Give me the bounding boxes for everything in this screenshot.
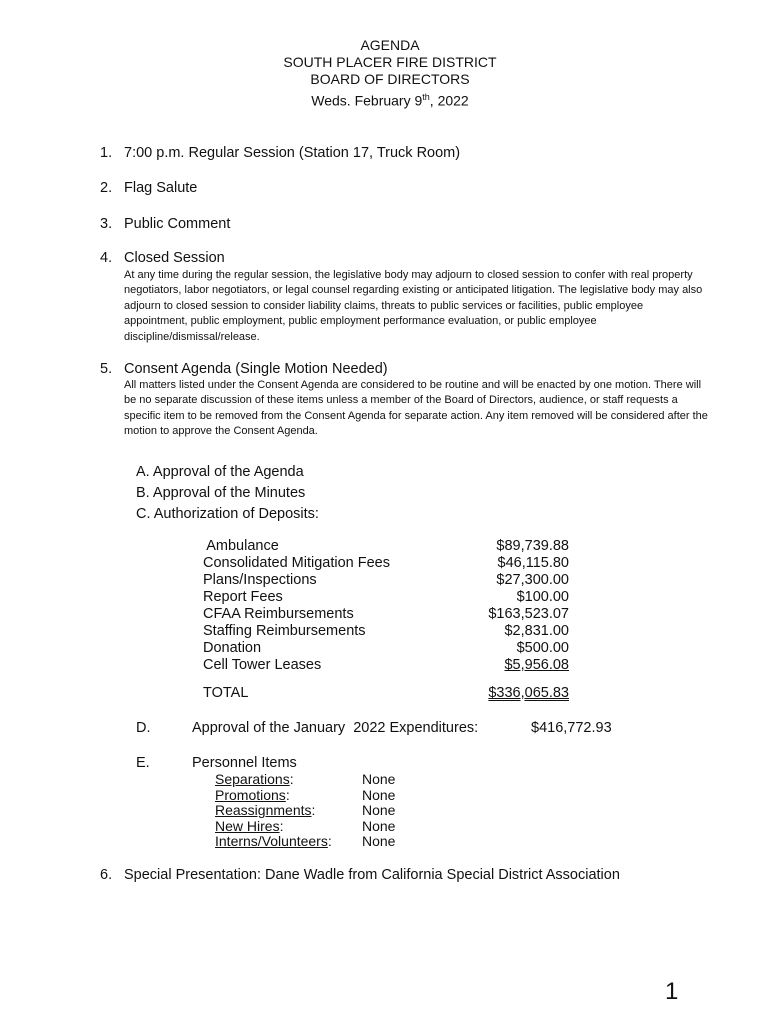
deposit-row: Donation $500.00: [203, 640, 569, 656]
item-number: 6.: [100, 867, 113, 883]
item-flag-salute: Flag Salute: [124, 180, 198, 196]
deposit-row: Plans/Inspections $27,300.00: [203, 572, 569, 588]
deposit-row: CFAA Reimbursements $163,523.07: [203, 606, 569, 622]
item-special-presentation: Special Presentation: Dane Wadle from California Special District Association: [124, 867, 620, 883]
expenditures-approval: Approval of the January 2022 Expenditures:: [192, 720, 479, 736]
agenda-title: AGENDA: [360, 37, 420, 53]
item-number: 5.: [100, 361, 113, 377]
item-number: 4.: [100, 250, 113, 266]
page-number: 1: [665, 978, 679, 1005]
deposits-table: [203, 538, 569, 702]
consent-agenda-description: All matters listed under the Consent Agenda are considered to be routine and will be enacted by one motion. There will be no separate discussion of these items unless a member of the Board of Directors, audience, or staff requests a specific item to be removed from the Consent Agenda for separate action. Any item removed will be considered after the motion to approve the Consent Agenda.: [124, 379, 708, 438]
personnel-value: None: [362, 786, 396, 803]
personnel-row: New Hires:: [215, 817, 284, 834]
personnel-value: None: [362, 802, 396, 819]
item-public-comment: Public Comment: [124, 216, 231, 232]
consent-item-b: B. Approval of the Minutes: [136, 485, 306, 501]
meeting-date: Weds. February 9th, 2022: [311, 92, 469, 109]
district-name: SOUTH PLACER FIRE DISTRICT: [283, 54, 497, 70]
item-consent-agenda: Consent Agenda (Single Motion Needed): [124, 361, 388, 377]
consent-item-c: C. Authorization of Deposits:: [136, 506, 319, 522]
personnel-value: None: [362, 771, 396, 787]
closed-session-description: At any time during the regular session, the legislative body may adjourn to closed session to confer with real property negotiators, labor negotiators, or legal counsel regarding existing or anticipated litigation. The legislative body may also adjourn to closed session to consider liability claims, threats to public services or facilities, public employee appointment, public employment, public employment performance evaluation, or public employee discipline/dismissal/release.: [124, 269, 703, 343]
deposit-row: Consolidated Mitigation Fees $46,115.80: [203, 555, 569, 571]
expenditures-amount: $416,772.93: [531, 720, 612, 736]
item-number: 3.: [100, 216, 113, 232]
personnel-row: Reassignments:: [215, 802, 316, 819]
personnel-items-heading: Personnel Items: [192, 755, 297, 771]
consent-item-d-letter: D.: [136, 720, 151, 736]
deposit-row: Report Fees $100.00: [203, 589, 569, 605]
deposit-row: Cell Tower Leases $5,956.08: [203, 657, 569, 673]
personnel-row: Separations:: [215, 771, 294, 787]
personnel-values: [362, 772, 395, 850]
deposit-total-row: TOTAL $336,065.83: [203, 685, 569, 701]
item-number: 2.: [100, 180, 113, 196]
personnel-value: None: [362, 833, 396, 850]
deposit-row: Ambulance $89,739.88: [203, 538, 569, 554]
personnel-row: Interns/Volunteers:: [215, 833, 332, 850]
personnel-row: Promotions:: [215, 786, 290, 803]
item-closed-session: Closed Session: [124, 250, 225, 266]
item-number: 1.: [100, 145, 113, 161]
deposit-row: Staffing Reimbursements $2,831.00: [203, 623, 569, 639]
consent-item-a: A. Approval of the Agenda: [136, 464, 304, 480]
consent-item-e-letter: E.: [136, 755, 150, 771]
board-name: BOARD OF DIRECTORS: [310, 71, 470, 87]
personnel-labels: [215, 772, 332, 850]
personnel-value: None: [362, 817, 396, 834]
item-regular-session: 7:00 p.m. Regular Session (Station 17, Truck Room): [124, 145, 461, 161]
